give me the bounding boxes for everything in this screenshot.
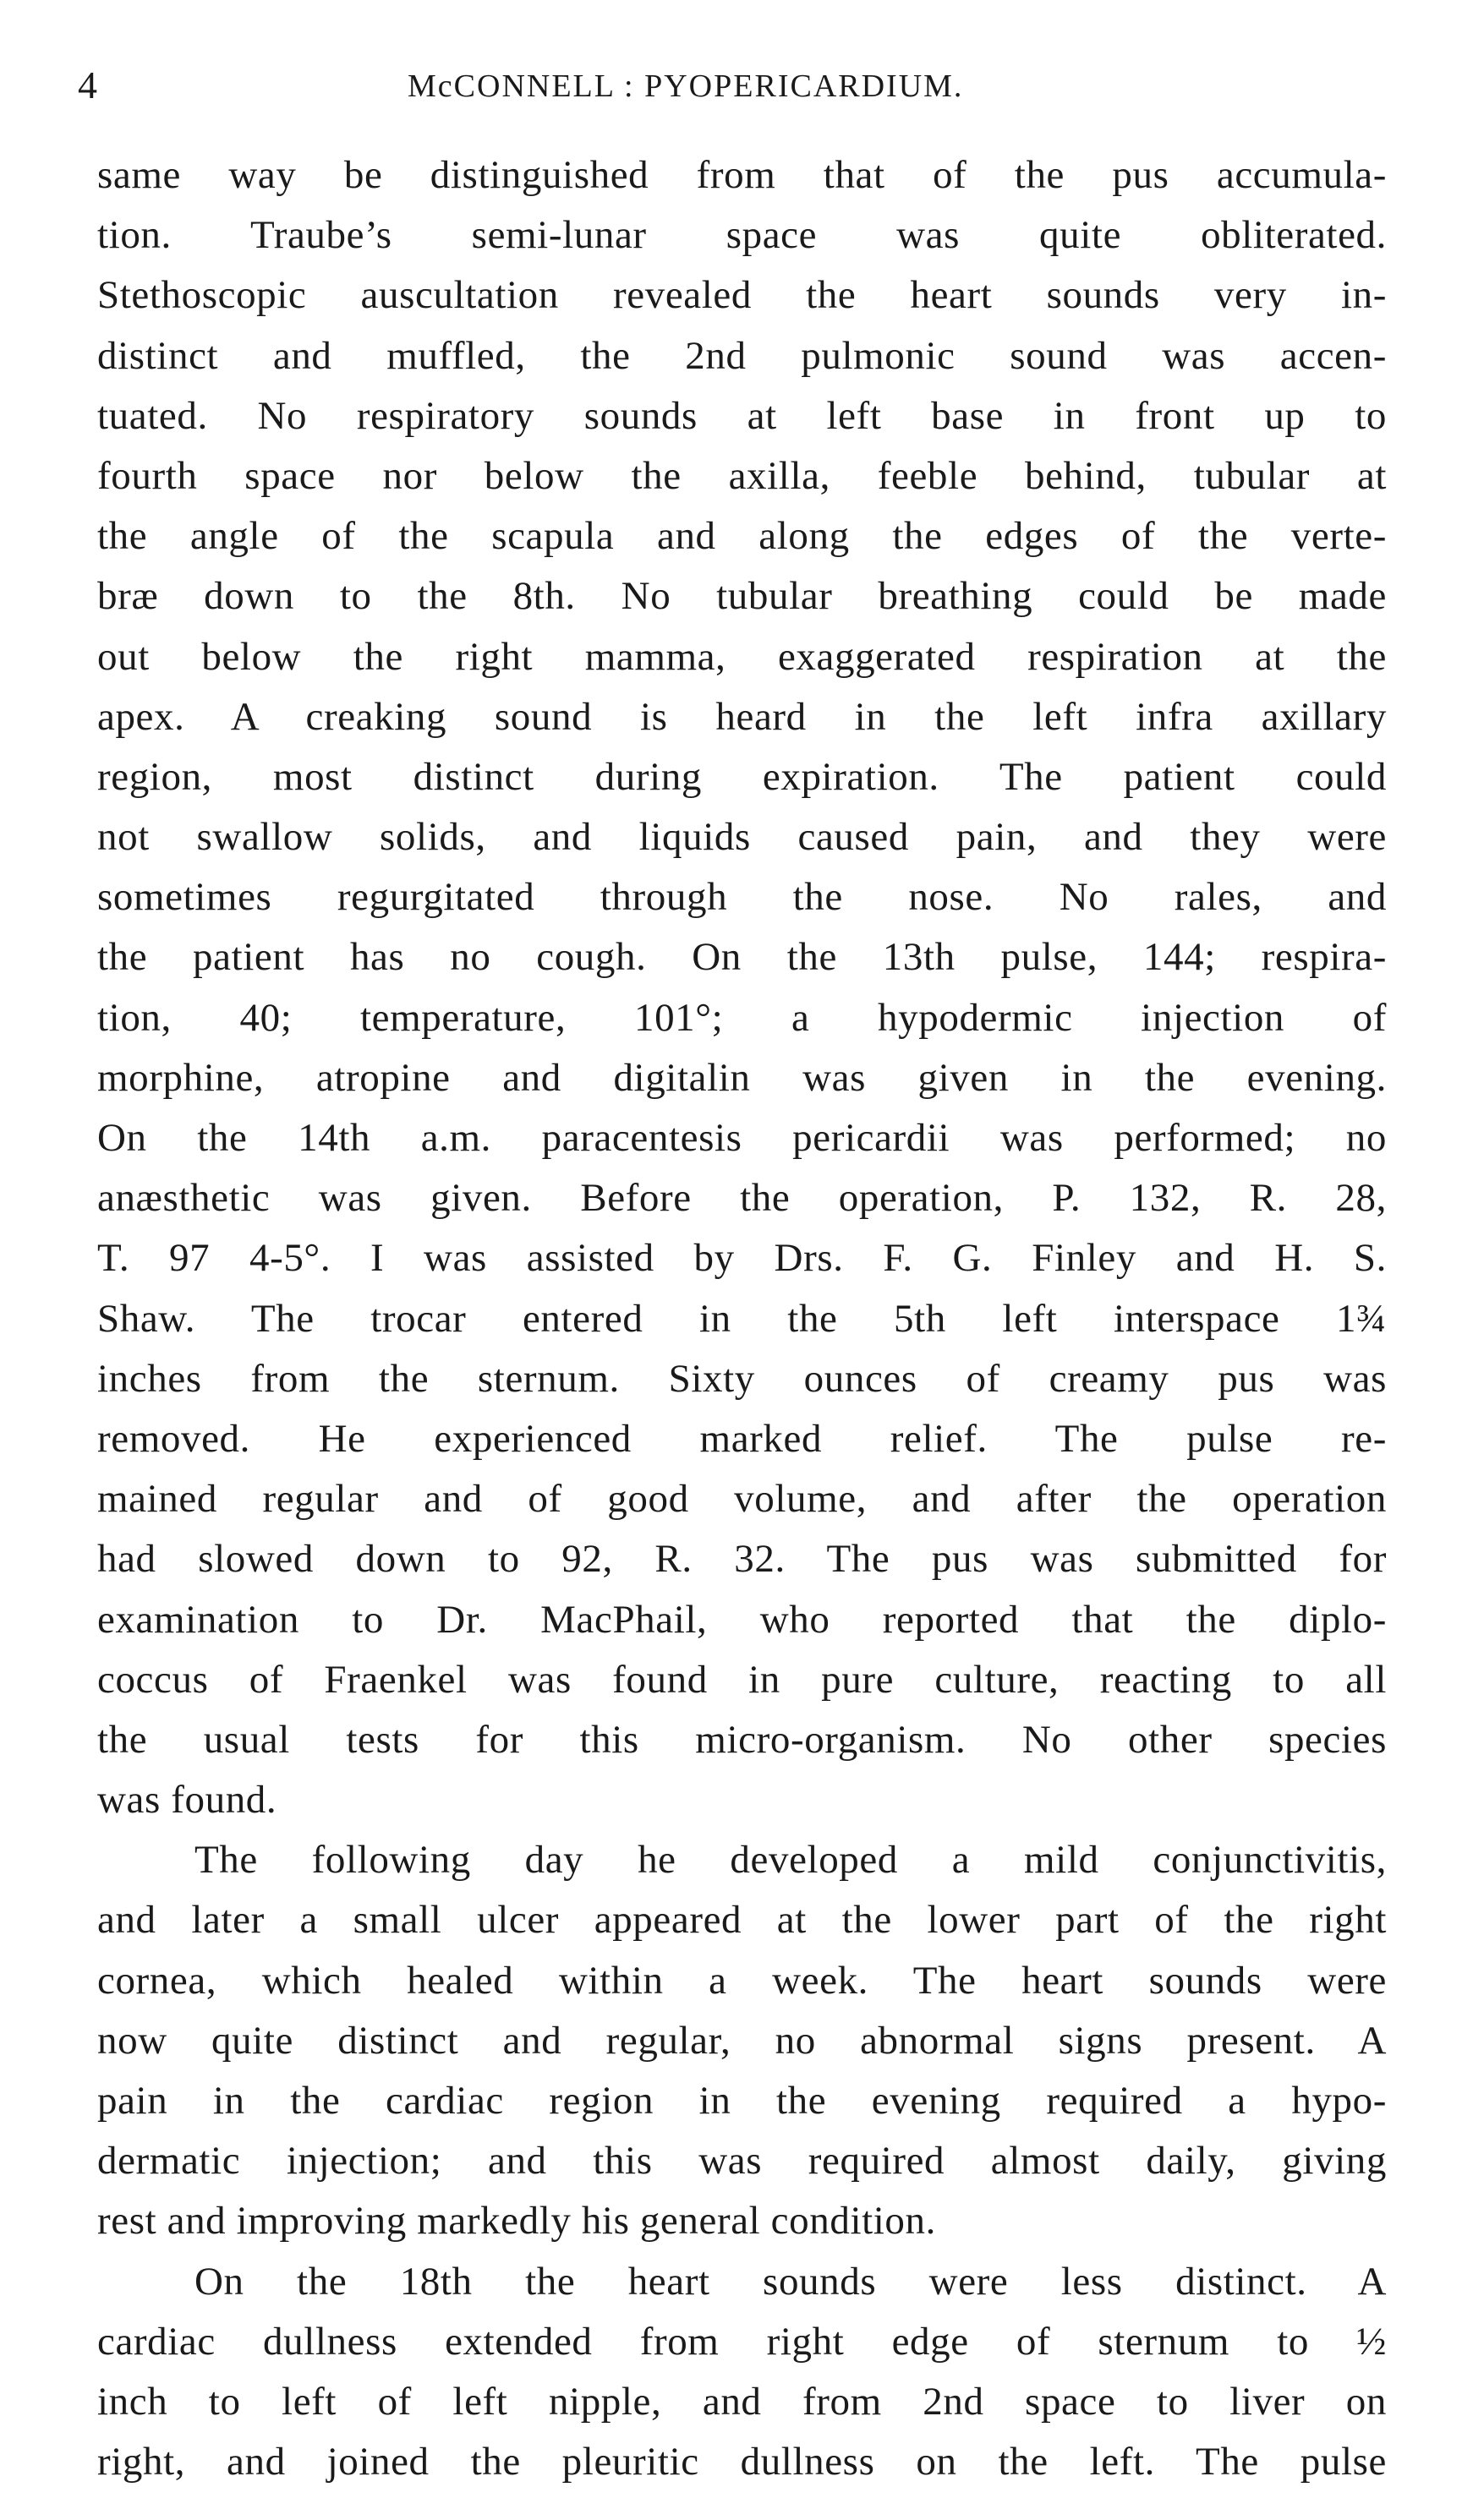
text-line: Stethoscopic auscultation revealed the heart sounds very in- <box>97 273 1387 318</box>
text-line: pain in the cardiac region in the evening required a hypo- <box>97 2079 1387 2123</box>
text-line: apex. A creaking sound is heard in the left infra axillary <box>97 694 1387 739</box>
text-line: On the 14th a.m. paracentesis pericardii was performed; no <box>97 1116 1387 1160</box>
text-line: On the 18th the heart sounds were less distinct. A <box>194 2259 1387 2304</box>
text-line: same way be distinguished from that of the pus accumula- <box>97 153 1387 197</box>
text-line: and later a small ulcer appeared at the lower part of the right <box>97 1898 1387 1943</box>
text-line: out below the right mamma, exaggerated respiration at the <box>97 634 1387 679</box>
text-line: morphine, atropine and digitalin was given in the evening. <box>97 1055 1387 1100</box>
text-line: had slowed down to 92, R. 32. The pus was submitted for <box>97 1537 1387 1582</box>
body-text <box>97 145 1387 2492</box>
page-number: 4 <box>78 63 98 107</box>
text-line: bræ down to the 8th. No tubular breathing could be made <box>97 574 1387 619</box>
text-line: rest and improving markedly his general condition. <box>97 2199 936 2244</box>
text-line: inches from the sternum. Sixty ounces of creamy pus was <box>97 1356 1387 1401</box>
text-line: tion. Traube’s semi-lunar space was quite obliterated. <box>97 213 1387 258</box>
text-line: The following day he developed a mild conjunctivitis, <box>194 1838 1387 1883</box>
text-line: T. 97 4-5°. I was assisted by Drs. F. G. Finley and H. S. <box>97 1236 1387 1281</box>
running-head <box>78 63 1397 113</box>
text-line: sometimes regurgitated through the nose. No rales, and <box>97 875 1387 920</box>
text-line: tuated. No respiratory sounds at left base in front up to <box>97 393 1387 438</box>
running-title: McCONNELL : PYOPERICARDIUM. <box>408 68 964 104</box>
text-line: cardiac dullness extended from right edge of sternum to ½ <box>97 2319 1387 2364</box>
text-line: was found. <box>97 1778 277 1823</box>
text-line: now quite distinct and regular, no abnormal signs present. A <box>97 2018 1387 2063</box>
text-line: removed. He experienced marked relief. The pulse re- <box>97 1416 1387 1461</box>
text-line: fourth space nor below the axilla, feeble behind, tubular at <box>97 453 1387 498</box>
text-line: anæsthetic was given. Before the operation, P. 132, R. 28, <box>97 1176 1387 1221</box>
text-line: coccus of Fraenkel was found in pure culture, reacting to all <box>97 1657 1387 1702</box>
text-line: distinct and muffled, the 2nd pulmonic sound was accen- <box>97 333 1387 378</box>
text-line: not swallow solids, and liquids caused pain, and they were <box>97 815 1387 860</box>
text-line: dermatic injection; and this was required almost daily, giving <box>97 2139 1387 2184</box>
text-line: cornea, which healed within a week. The heart sounds were <box>97 1958 1387 2003</box>
text-line: region, most distinct during expiration. The patient could <box>97 754 1387 799</box>
paragraph-3 <box>97 2252 1387 2493</box>
text-line: tion, 40; temperature, 101°; a hypodermic injection of <box>97 995 1387 1040</box>
text-line: examination to Dr. MacPhail, who reported that the diplo- <box>97 1597 1387 1642</box>
text-line: inch to left of left nipple, and from 2nd space to liver on <box>97 2379 1387 2424</box>
text-line: the patient has no cough. On the 13th pulse, 144; respira- <box>97 935 1387 980</box>
paragraph-2 <box>97 1830 1387 2251</box>
text-line: mained regular and of good volume, and after the operation <box>97 1477 1387 1522</box>
text-line: right, and joined the pleuritic dullness on the left. The pulse <box>97 2440 1387 2484</box>
paragraph-1 <box>97 145 1387 1830</box>
text-line: the angle of the scapula and along the edges of the verte- <box>97 514 1387 559</box>
text-line: Shaw. The trocar entered in the 5th left interspace 1¾ <box>97 1296 1387 1341</box>
text-line: the usual tests for this micro-organism. No other species <box>97 1717 1387 1762</box>
